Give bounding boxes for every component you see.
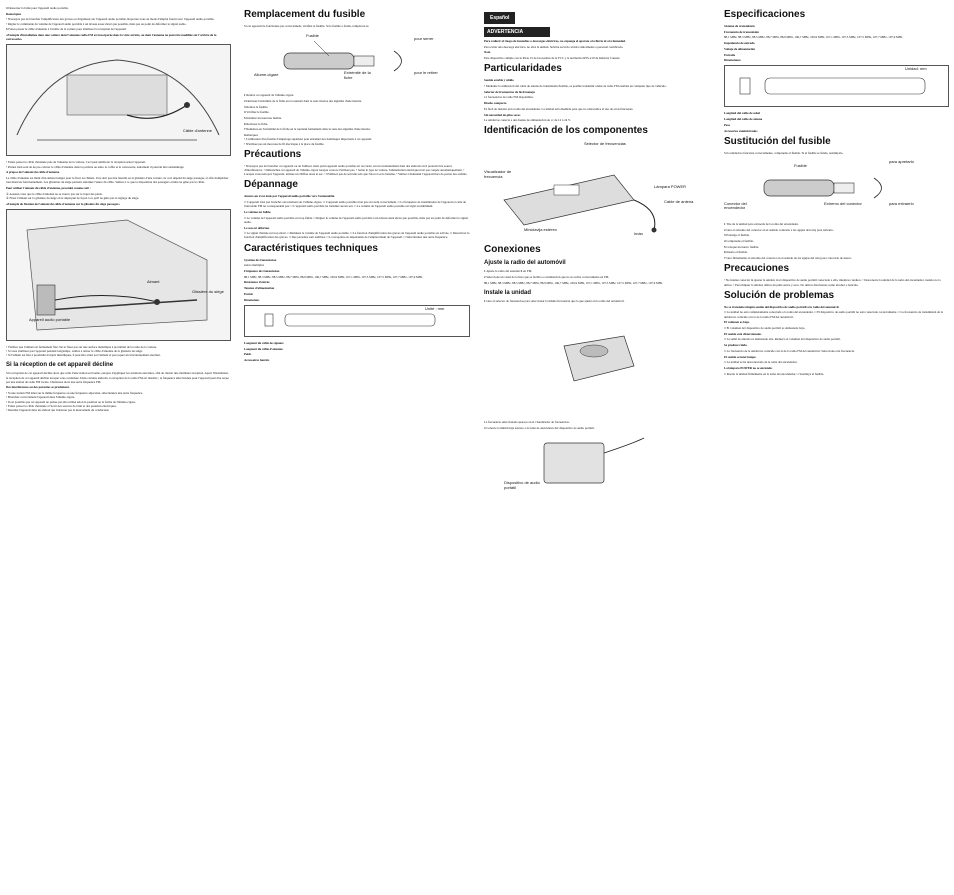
spec-label: Longitud del cable de antena xyxy=(724,117,763,122)
magnet-label: Imán xyxy=(634,231,643,237)
install-step: Gire el selector de frecuencias para seleccionar la misma frecuencia que la que ajustó en la radio del automóvil. xyxy=(486,299,625,304)
dial-illustration xyxy=(484,306,706,416)
paragraph: Le câble d'antenne est muni d'un aimant intégré pour le fixer au châssis. Il ne doit pas être installé ou la glissière d'une voiture car ceci dépend du siège passager, et afin d'empêcher tout mauvais fonctionnement. Les glissières du siège peuvent entraîner l'usure du câble. Veillez à ce que la disposition des passagers arrière ne gêne pas le câble. xyxy=(6,176,229,185)
feature-item: Sonido estable y nítido xyxy=(484,78,514,83)
feature-item: Sin necesidad de pilas secas xyxy=(484,112,521,117)
spec-label: Tension d'alimentation xyxy=(244,286,275,291)
dimension-drawing xyxy=(725,66,950,106)
paragraph: Es fácil de instalar en la toma del encendedor. La unidad está diseñada para que no obstaculice el uso de otras funciones. xyxy=(484,106,634,111)
fuse-figure xyxy=(724,158,949,218)
fuse-step: Tire de la unidad para extraerla de la toma del encendedor. xyxy=(726,221,799,226)
fuse-step: Compruebe el fusible. xyxy=(726,239,754,244)
trouble-item: No se transmite ningún sonido del dispositivo de audio portátil a la radio del automóvil. xyxy=(724,304,840,309)
paragraph: □ La unidad no está completamente conectada a la toma del encendedor. □ El dispositivo de audio portátil no está conectado correctamente. □ La frecuencia de transmisión de la unidad no coincide con la de la radio FM del automóvil. xyxy=(724,310,943,319)
adjust-step: Ajuste la radio del automóvil en FM. xyxy=(486,269,533,274)
spec-label: Entrada xyxy=(724,52,736,57)
transmitter-illustration xyxy=(484,140,706,240)
paragraph: ① Assurez-vous que le câble d'antenne ne se trouve pas sur le trajet des pieds. ② Fixez l'aimant sur la glissière du siège en le déplaçant de façon à ce qu'il ne gêne pas le réglage du siège. xyxy=(6,191,140,200)
spec-label: Frecuencia de transmisión xyxy=(724,29,759,34)
paragraph: Remarques • L'utilisation d'un fusible d'ampérage supérieur peut entraîner des dommages importants à cet appareil. • N'utilisez pas un morceau de fil électrique à la place du fusible. xyxy=(244,133,373,146)
adjust-step: Seleccione un canal de la lista que se facilita a continuación que no se reciba correctamente en FM. xyxy=(486,275,610,280)
feature-item: Diseño compacto xyxy=(484,101,507,106)
portable-use-title: Pour utiliser l'aimant du câble d'antenne, procédez comme suit : xyxy=(6,185,91,190)
column-spanish-3: Especificaciones Sistema de transmisión Frecuencia de transmisión 88,1 MHz, 88,3 MHz, 88,5 MHz, 88,7 MHz, 88,9 MHz, 106,7 MHz, 106,9 MHz, 107,1 MHz, 107,3 MHz, 107,5 MHz, 107,7 MHz, 107,9 MHz Impedancia de entrada Voltaje de alimentación Entrada Dimensiones Unidad: mm Longitud del cable de señal Longitud del cable de antena Peso Accesorios suministrados Sustitución del fusible Si la unidad no funciona correctamente, compruebe el fusible. Si el fusible se funde, sustitúyalo. Fusible para apretarlo para extraerlo Conector del encendedor Extremo del conector 1 Tire de la unidad para extraerla de la toma del encendedor. 2 Gire el extremo del conector en el sentido contrario a las agujas del reloj para retirarlo. 3 Extraiga el fusible. 4 Compruebe el fusible. 5 Coloque un nuevo fusible. 6 Inserte el fusible. 7 Gire firmemente el extremo del conector en el sentido de las agujas del reloj para colocarlo de nuevo. Precauciones • No intente conectar ni ajustar la unidad, ni el dispositivo de audio portátil conectado a ella, mientras conduce. • Desconecte la unidad de la toma del encendedor cuando no la utilice. • Para limpiar la unidad, utilice un paño suave y seco. No utilice disolventes como alcohol o bencina. Solución de problemas No se transmite ningún sonido del dispositivo de audio portátil a la radio del automóvil. □ La unidad no está completamente conectada a la toma del encendedor. □ El dispositivo de audio portátil no está conectado correctamente. □ La frecuencia de transmisión de la unidad no coincide con la de la radio FM del automóvil. El volumen es bajo. □ El volumen del dispositivo de audio portátil es demasiado bajo. El sonido está distorsionado. □ La señal de entrada es demasiado alta. Reduzca el volumen del dispositivo de audio portátil. Se produce ruido. □ La frecuencia de la unidad no coincide con la de la radio FM del automóvil. Seleccione otra frecuencia. El sonido se interrumpe. □ La unidad se ha desconectado de la toma del encendedor. La lámpara POWER no se enciende. □ Inserte la unidad firmemente en la toma del encendedor. □ Sustituya el fusible. xyxy=(724,6,949,377)
spec-label: Résistance d'entrée xyxy=(244,280,270,285)
paragraph: • Mediante la utilización del cable de antena de transmisión flexible, es posible transmitir ondas de radio FM estables en cualquier tipo de vehículo. xyxy=(484,84,667,89)
fuse-plug-illustration xyxy=(244,31,470,89)
fuse-step: Retirez le fusible. xyxy=(246,104,269,109)
paragraph: Si la réception de cet appareil décline alors que celle d'une station est bonne, essayez d'appliquer les solutions suivantes, afin de choisir une meilleure réception. Après l'installation, la réception de cet appareil décline lorsque vous conduisez. Dans certains endroits, la réception de la radio FM est instable ; la fréquence sélectionnée pour l'appareil peut être reçue par une station de radio FM locale. Choisissez alors une autre fréquence FM. xyxy=(6,371,229,384)
interference-heading: Des interférences ou des parasites se produisent. xyxy=(6,385,70,390)
step-5-text: Faites passer le câble d'antenne à l'arrière de la voiture pour améliorer la réception de l'appareil. xyxy=(8,27,127,32)
paragraph: Para evitar una descarga eléctrica, no abra la unidad. Solicite servicio técnico únicamente a personal cualificado. xyxy=(484,44,624,49)
spec-label: Entrée xyxy=(244,291,253,296)
fuse-step: Inserte el fusible. xyxy=(726,250,748,255)
paragraph: • Si une station FM émet sur la même fréquence ou une fréquence adjacente, sélectionnez une autre fréquence. • Branchez correctement l'appareil dans l'allume-cigare. • Il est possible que cet appareil ne puisse pas être utilisé selon la position ou la forme de l'allume-cigare. • Faites passer le câble d'antenne à l'écart des sources de bruit et des parasites électriques. • Installez l'appareil dans un endroit qui n'obstrue pas le mouvement du conducteur. xyxy=(6,391,143,412)
specs-heading: Especificaciones xyxy=(724,9,806,20)
trouble-item: Aucun son n'est émis par l'appareil audio portable vers l'automobile. xyxy=(244,194,335,199)
step-4-text: Desserrez la bride pour l'appareil audio portable. xyxy=(8,6,69,10)
spec-label: Longueur du câble de signaux xyxy=(244,340,284,345)
precautions-heading: Précautions xyxy=(244,148,302,160)
warning-text: Para reducir el riesgo de incendios o descargas eléctricas, no exponga el aparato a la lluvia ni a la humedad. xyxy=(484,39,626,43)
dimension-figure xyxy=(244,305,470,337)
fuse-step: Coloque un nuevo fusible. xyxy=(726,244,759,249)
car-rear-figure xyxy=(6,44,231,156)
magnet-label: Aimant xyxy=(147,278,160,284)
fuse-step: Remettez-en l'extrémité de la fiche en le tournant fermement dans le sens des aiguilles d'une montre. xyxy=(246,127,371,132)
remarques-label: Remarques xyxy=(6,11,22,16)
paragraph: □ Inserte la unidad firmemente en la toma del encendedor. □ Sustituya el fusible. xyxy=(724,371,825,376)
antenna-magnet-title: A propos de l'aimant du câble d'antenne xyxy=(6,170,60,175)
paragraph: Este dispositivo cumple con la Parte 15 de las normas de la FCC y la normativa RSS-210 de Industry Canada. xyxy=(484,56,621,61)
remove-label: para extraerlo xyxy=(889,200,914,206)
paragraph: Si la unidad no funciona correctamente, compruebe el fusible. Si el fusible se funde, sustitúyalo. xyxy=(724,150,844,155)
fuse-step: Revissez la fiche. xyxy=(246,121,269,126)
paragraph: □ Le signal d'entrée est trop élevé. □ Réduisez le volume de l'appareil audio portable. □ La fonction d'amplification des graves de l'appareil audio portable est activée. □ Désactivez la fonction d'amplification des graves. □ Des parasites sont audibles. □ La réception est dépendante de l'emplacement de l'appareil. □ Sélectionnez une autre fréquence. xyxy=(244,231,470,240)
paragraph: • No intente conectar ni ajustar la unidad, ni el dispositivo de audio portátil conectado a ella, mientras conduce. • Desconecte la unidad de la toma del encendedor cuando no la utilice. • Para limpiar la unidad, utilice un paño suave y seco. No utilice disolventes como alcohol o bencina. xyxy=(724,278,941,287)
paragraph: □ El volumen del dispositivo de audio portátil es demasiado bajo. xyxy=(724,326,806,331)
spec-label: Longitud del cable de señal xyxy=(724,111,760,116)
device-label: Appareil audio portable xyxy=(29,316,71,322)
install-heading: Instale la unidad xyxy=(484,290,532,297)
paragraph: □ Le volume de l'appareil audio portable est trop faible. □ Réglez le volume de l'appareil audio portable à un niveau aussi élevé que possible, mais pas au point de déformer le signal audio. xyxy=(244,215,468,224)
power-lamp-label: Lámpara POWER xyxy=(654,184,687,190)
fuse-step: Retirez cet appareil de l'allume-cigare. xyxy=(246,93,295,98)
trouble-item: El volumen es bajo. xyxy=(724,320,750,325)
antenna-cable-label: Cable de antena xyxy=(664,199,694,205)
spec-label: Voltaje de alimentación xyxy=(724,46,755,51)
fuse-step: Installez un nouveau fusible. xyxy=(246,116,282,121)
example-heading: «Exemple d'installation dans une voiture dont l'antenne radio FM est incorporée dans la vitre arrière, ou dont l'antenne ne peut être modifiée sur l'arrière de la carrosserie» xyxy=(6,33,217,42)
spec-value: stéréo multiplex xyxy=(244,263,265,268)
portable-label: Dispositivo de audio portátil xyxy=(504,480,540,490)
paragraph: La frecuencia seleccionada aparece en el visualizador de frecuencias. xyxy=(484,420,570,425)
step-number: 4 xyxy=(6,6,9,10)
holder-label: Allume-cigare xyxy=(254,72,279,78)
fuse-step: Extraiga el fusible. xyxy=(726,233,750,238)
paragraph: • Vérifiez que l'aimant est fermement fixé. Ne le fixez pas sur une surface métallique à proximité de la radio de la voiture. • Si vous n'utilisez pas l'appareil pendant longtemps, veillez à retirer le câble d'antenne de la glissière du siège. • Si l'aimant est fixé à proximité d'objets métalliques, il peut être attiré par l'aimant et provoquer un fonctionnement anormal. xyxy=(6,344,161,358)
display-label: Visualizador de frecuencia xyxy=(484,169,512,179)
spec-label: Accesorios suministrados xyxy=(724,128,758,133)
spec-label: Dimensiones xyxy=(724,58,741,63)
trouble-item: Se produce ruido. xyxy=(724,343,748,348)
trouble-item: La lámpara POWER no se enciende. xyxy=(724,366,773,370)
plug-label: Conector del encendedor xyxy=(724,200,747,211)
paragraph: 88,1 MHz, 88,3 MHz, 88,5 MHz, 88,7 MHz, 88,9 MHz, 106,7 MHz, 106,9 MHz, 107,1 MHz, 107,3 MHz, 107,5 MHz, 107,7 MHz, 107,9 MHz xyxy=(484,280,663,285)
selector-figure xyxy=(484,306,706,416)
paragraph: □ La señal de entrada es demasiado alta. Reduzca el volumen del dispositivo de audio portátil. xyxy=(724,337,841,342)
dimension-figure xyxy=(724,65,949,107)
feature-item: Selector de frecuencias de fácil manejo xyxy=(484,89,536,94)
paragraph: • Faites passer le câble d'antenne près de l'antenne de la voiture. Ceci peut améliorer la réception selon l'appareil. • Prenez bien soin de ne pas coincer le câble d'antenne dans la portière ou entre le coffre et la carrosserie, autrement il pourrait être endommagé. xyxy=(6,160,185,169)
portable-figure xyxy=(484,433,706,493)
fuse-step: Gire firmemente el extremo del conector en el sentido de las agujas del reloj para colocarlo de nuevo. xyxy=(726,256,852,261)
fuse-label: Fusible xyxy=(306,33,319,39)
tech-heading: Caractéristiques techniques xyxy=(244,242,378,254)
trouble-item: El sonido se interrumpe. xyxy=(724,354,757,359)
car-interior-illustration xyxy=(7,45,230,155)
paragraph: • N'essayez pas de brancher l'amplificateur des graves ou d'égaliseur sur l'appareil audio portable. Reportez-vous au mode d'emploi fourni avec l'appareil audio portable. • Réglez le commande du volume de l'appareil audio portable à un niveau assez élevé que possible, mais pas au point de déformer le signal audio. xyxy=(6,17,215,26)
radio-adjust-heading: Ajuste la radio del automóvil xyxy=(484,260,566,267)
features-heading: Particularidades xyxy=(484,63,562,75)
depannage-heading: Dépannage xyxy=(244,179,298,191)
paragraph: • N'essayez pas de brancher cet appareil ou de l'utiliser, mais qu'un appareil audio portable est raccordé, sur un stationnement dans des endroits où il pourrait être source d'interférences. • Débranchez cet appareil de l'allume-cigare lorsque vous ne l'utilisez pas. • Selon le type de voiture, l'alimentation électrique n'est pas coupée automatiquement. • Lorsque vous nettoyez l'appareil, utilisez un chiffon doux et sec. • N'utilisez pas de solvants tels que l'alcool ou la benzine. • Veillez à maintenir l'appareil hors de portée des enfants. xyxy=(244,163,468,177)
tighten-label: para apretarlo xyxy=(889,158,914,164)
spec-label: Longueur du câble d'antenne xyxy=(244,346,283,351)
note-label: Nota xyxy=(484,50,491,55)
rail-label: Glissière du siège xyxy=(192,288,224,294)
column-french-2: Remplacement du fusible Si cet appareil ne fonctionne pas correctement, vérifiez le fusible. Si le fusible a fondu, remplacez-le. Fusible Allume-cigare Extrémité de la fiche pour serrer pour le retirer 1 Retirez cet appareil de l'allume-cigare. 2 Dévissez l'extrémité de la fiche en la tournant dans le sens inverse des aiguilles d'une montre. 3 Retirez le fusible. 4 Vérifiez le fusible. 5 Installez un nouveau fusible. 6 Revissez la fiche. 7 Remettez-en l'extrémité de la fiche en le tournant fermement dans le sens des aiguilles d'une montre. Remarques • L'utilisation d'un fusible d'ampérage supérieur peut entraîner des dommages importants à cet appareil. • N'utilisez pas un morceau de fil électrique à la place du fusible. Précautions • N'essayez pas de brancher cet appareil ou de l'utiliser, mais qu'un appareil audio portable est raccordé, sur un stationnement dans des endroits où il pourrait être source d'interférences. • Débranchez cet appareil de l'allume-cigare lorsque vous ne l'utilisez pas. • Selon le type de voiture, l'alimentation électrique n'est pas coupée automatiquement. • Lorsque vous nettoyez l'appareil, utilisez un chiffon doux et sec. • N'utilisez pas de solvants tels que l'alcool ou la benzine. • Veillez à maintenir l'appareil hors de portée des enfants. Dépannage Aucun son n'est émis par l'appareil audio portable vers l'automobile. □ L'appareil n'est pas branché correctement sur l'allume-cigare. □ L'appareil audio portable n'est pas raccordé correctement. □ La fréquence de transmission de l'appareil et celle de l'autoradio FM ne correspondent pas. □ L'appareil audio portable ne transmet aucun son. □ Le volume de l'appareil audio portable est réglé au minimum. Le volume est faible. □ Le volume de l'appareil audio portable est trop faible. □ Réglez le volume de l'appareil audio portable à un niveau aussi élevé que possible, mais pas au point de déformer le signal audio. Le son est déformé. □ Le signal d'entrée est trop élevé. □ Réduisez le volume de l'appareil audio portable. □ La fonction d'amplification des graves de l'appareil audio portable est activée. □ Désactivez la fonction d'amplification des graves. □ Des parasites sont audibles. □ La réception est dépendante de l'emplacement de l'appareil. □ Sélectionnez une autre fréquence. Caractéristiques techniques Système de transmission stéréo multiplex Fréquence de transmission 88,1 MHz, 88,3 MHz, 88,5 MHz, 88,7 MHz, 88,9 MHz, 106,7 MHz, 106,9 MHz, 107,1 MHz, 107,3 MHz, 107,5 MHz, 107,7 MHz, 107,9 MHz Résistance d'entrée Tension d'alimentation Entrée Dimensions Unité : mm Longueur du câble de signaux Longueur du câble d'antenne Poids Accessoires fournis xyxy=(244,9,470,362)
warning-label: ADVERTENCIA xyxy=(484,27,550,37)
paragraph: Conecte la miniclavija estéreo a la toma de auriculares del dispositivo de audio portátil. xyxy=(486,425,595,430)
fuse-heading: Sustitución del fusible xyxy=(724,135,831,147)
paragraph: Si cet appareil ne fonctionne pas correctement, vérifiez le fusible. Si le fusible a fondu, remplacez-le. xyxy=(244,24,370,28)
fuse-figure xyxy=(244,31,470,89)
spec-label: Fréquence de transmission xyxy=(244,269,280,274)
components-heading: Identificación de los componentes xyxy=(484,125,648,137)
spec-label: Dimensions xyxy=(244,297,260,302)
unit-label: Unidad: mm xyxy=(905,66,927,72)
language-tab: Español xyxy=(484,12,515,24)
fuse-step: Dévissez l'extrémité de la fiche en la tournant dans le sens inverse des aiguilles d'une montre. xyxy=(246,98,362,103)
troubleshooting-heading: Solución de problemas xyxy=(724,289,835,301)
spec-value: 88,1 MHz, 88,3 MHz, 88,5 MHz, 88,7 MHz, 88,9 MHz, 106,7 MHz, 106,9 MHz, 107,1 MHz, 107,3 MHz, 107,5 MHz, 107,7 MHz, 107,9 MHz xyxy=(724,35,903,40)
paragraph: La unidad se conecta a una fuente de alimentación de cc de 12 ó 24 V. xyxy=(484,118,571,123)
spec-label: Peso xyxy=(724,122,731,127)
column-spanish-1: Español ADVERTENCIA Para reducir el riesgo de incendios o descargas eléctricas, no exponga el aparato a la lluvia ni a la humedad. Para evitar una descarga eléctrica, no abra la unidad. Solicite servicio técnico únicamente a personal cualificado. Nota Este dispositivo cumple con la Parte 15 de las normas de la FCC y la normativa RSS-210 de Industry Canada. Particularidades Sonido estable y nítido • Mediante la utilización del cable de antena de transmisión flexible, es posible transmitir ondas de radio FM estables en cualquier tipo de vehículo. Selector de frecuencias de fácil manejo 12 frecuencias de radio FM disponibles. Diseño compacto Es fácil de instalar en la toma del encendedor. La unidad está diseñada para que no obstaculice el uso de otras funciones. Sin necesidad de pilas secas La unidad se conecta a una fuente de alimentación de cc de 12 ó 24 V. Identificación de los componentes Selector de frecuencias Visualizador de frecuencia Lámpara POWER Cable de antena Miniclavija estéreo Imán Conexiones Ajuste la radio del automóvil 1 Ajuste la radio del automóvil en FM. 2 Seleccione un canal de la lista que se facilita a continuación que no se reciba correctamente en FM. 88,1 MHz, 88,3 MHz, 88,5 MHz, 88,7 MHz, 88,9 MHz, 106,7 MHz, 106,9 MHz, 107,1 MHz, 107,3 MHz, 107,5 MHz, 107,7 MHz, 107,9 MHz Instale la unidad 1 Gire el selector de frecuencias para seleccionar la misma frecuencia que la que ajustó en la radio del automóvil. La frecuencia seleccionada aparece en el visualizador de frecuencias. 2 Conecte la miniclavija estéreo a la toma de auriculares del dispositivo de audio portátil. Dispositivo de audio portátil xyxy=(484,6,706,497)
trouble-item: Le volume est faible. xyxy=(244,209,272,214)
paragraph: 12 frecuencias de radio FM disponibles. xyxy=(484,95,534,100)
spec-value: 88,1 MHz, 88,3 MHz, 88,5 MHz, 88,7 MHz, 88,9 MHz, 106,7 MHz, 106,9 MHz, 107,1 MHz, 107,3 MHz, 107,5 MHz, 107,7 MHz, 107,9 MHz xyxy=(244,274,423,279)
precautions-heading: Precauciones xyxy=(724,263,790,275)
fuse-step: Vérifiez le fusible. xyxy=(246,110,270,115)
trouble-item: Le son est déformé. xyxy=(244,225,270,230)
spec-label: Impedancia de entrada xyxy=(724,41,755,46)
fuse-label: Fusible xyxy=(794,162,807,168)
tighten-label: pour serrer xyxy=(414,36,434,42)
plug-end-label: Extrémité de la fiche xyxy=(344,70,371,80)
freq-selector-label: Selector de frecuencias xyxy=(584,141,626,147)
spec-label: Poids xyxy=(244,352,252,357)
trouble-item: El sonido está distorsionado. xyxy=(724,331,762,336)
spec-label: Accessoires fournis xyxy=(244,357,270,362)
column-french-1: 4 Desserrez la bride pour l'appareil audio portable. Remarques • N'essayez pas de brancher l'amplificateur des graves ou d'égaliseur sur l'appareil audio portable. Reportez-vous au mode d'emploi fourni avec l'appareil audio portable. • Réglez le commande du volume de l'appareil audio portable à un niveau assez élevé que possible, mais pas au point de déformer le signal audio. 5 Faites passer le câble d'antenne à l'arrière de la voiture pour améliorer la réception de l'appareil. «Exemple d'installation dans une voiture dont l'antenne radio FM est incorporée dans la vitre arrière, ou dont l'antenne ne peut être modifiée sur l'arrière de la carrosserie» Câble d'antenne • Faites passer le câble d'antenne près de l'antenne de la voiture. Ceci peut améliorer la réception selon l'appareil. • Prenez bien soin de ne pas coincer le câble d'antenne dans la portière ou entre le coffre et la carrosserie, autrement il pourrait être endommagé. A propos de l'aimant du câble d'antenne Le câble d'antenne est muni d'un aimant intégré pour le fixer au châssis. Il ne doit pas être installé ou la glissière d'une voiture car ceci dépend du siège passager, et afin d'empêcher tout mauvais fonctionnement. Les glissières du siège peuvent entraîner l'usure du câble. Veillez à ce que la disposition des passagers arrière ne gêne pas le câble. Pour utiliser l'aimant du câble d'antenne, procédez comme suit : ① Assurez-vous que le câble d'antenne ne se trouve pas sur le trajet des pieds. ② Fixez l'aimant sur la glissière du siège en le déplaçant de façon à ce qu'il ne gêne pas le réglage du siège. «Exemple de fixation de l'aimant du câble d'antenne sur la glissière du siège passager» Appareil audio portable Aimant Glissière du siège • Vérifiez que l'aimant est fermement fixé. Ne le fixez pas sur une surface métallique à proximité de la radio de la voiture. • Si vous n'utilisez pas l'appareil pendant longtemps, veillez à retirer le câble d'antenne de la glissière du siège. • Si l'aimant est fixé à proximité d'objets métalliques, il peut être attiré par l'aimant et provoquer un fonctionnement anormal. Si la réception de cet appareil décline Si la réception de cet appareil décline alors que celle d'une station est bonne, essayez d'appliquer les solutions suivantes, afin de choisir une meilleure réception. Après l'installation, la réception de cet appareil décline lorsque vous conduisez. Dans certains endroits, la réception de la radio FM est instable ; la fréquence sélectionnée pour l'appareil peut être reçue par une station de radio FM locale. Choisissez alors une autre fréquence FM. Des interférences ou des parasites se produisent. • Si une station FM émet sur la même fréquence ou une fréquence adjacente, sélectionnez une autre fréquence. • Branchez correctement l'appareil dans l'allume-cigare. • Il est possible que cet appareil ne puisse pas être utilisé selon la position ou la forme de l'allume-cigare. • Faites passer le câble d'antenne à l'écart des sources de bruit et des parasites électriques. • Installez l'appareil dans un endroit qui n'obstrue pas le mouvement du conducteur. xyxy=(6,6,231,414)
seat-rail-figure xyxy=(6,209,231,341)
paragraph: □ L'appareil n'est pas branché correctement sur l'allume-cigare. □ L'appareil audio portable n'est pas raccordé correctement. □ La fréquence de transmission de l'appareil et celle de l'autoradio FM ne correspondent pas. □ L'appareil audio portable ne transmet aucun son. □ Le volume de l'appareil audio portable est réglé au minimum. xyxy=(244,200,466,209)
plug-end-label: Extremo del conector xyxy=(824,200,862,206)
unit-label: Unité : mm xyxy=(425,305,445,311)
components-figure xyxy=(484,140,706,240)
connections-heading: Conexiones xyxy=(484,244,541,256)
fuse-step: Gire el extremo del conector en el sentido contrario a las agujas del reloj para retirarlo. xyxy=(726,227,834,232)
spec-label: Système de transmission xyxy=(244,257,277,262)
spec-label: Sistema de transmisión xyxy=(724,24,755,28)
decline-heading: Si la réception de cet appareil décline xyxy=(6,362,114,369)
paragraph: □ La unidad se ha desconectado de la toma del encendedor. xyxy=(724,360,798,365)
paragraph: □ La frecuencia de la unidad no coincide con la de la radio FM del automóvil. Seleccione otra frecuencia. xyxy=(724,348,855,353)
example-2-heading: «Exemple de fixation de l'aimant du câble d'antenne sur la glissière du siège passager» xyxy=(6,201,120,206)
minijack-label: Miniclavija estéreo xyxy=(524,227,557,233)
cable-label: Câble d'antenne xyxy=(183,128,213,134)
fuse-heading: Remplacement du fusible xyxy=(244,9,366,20)
remove-label: pour le retirer xyxy=(414,70,438,76)
